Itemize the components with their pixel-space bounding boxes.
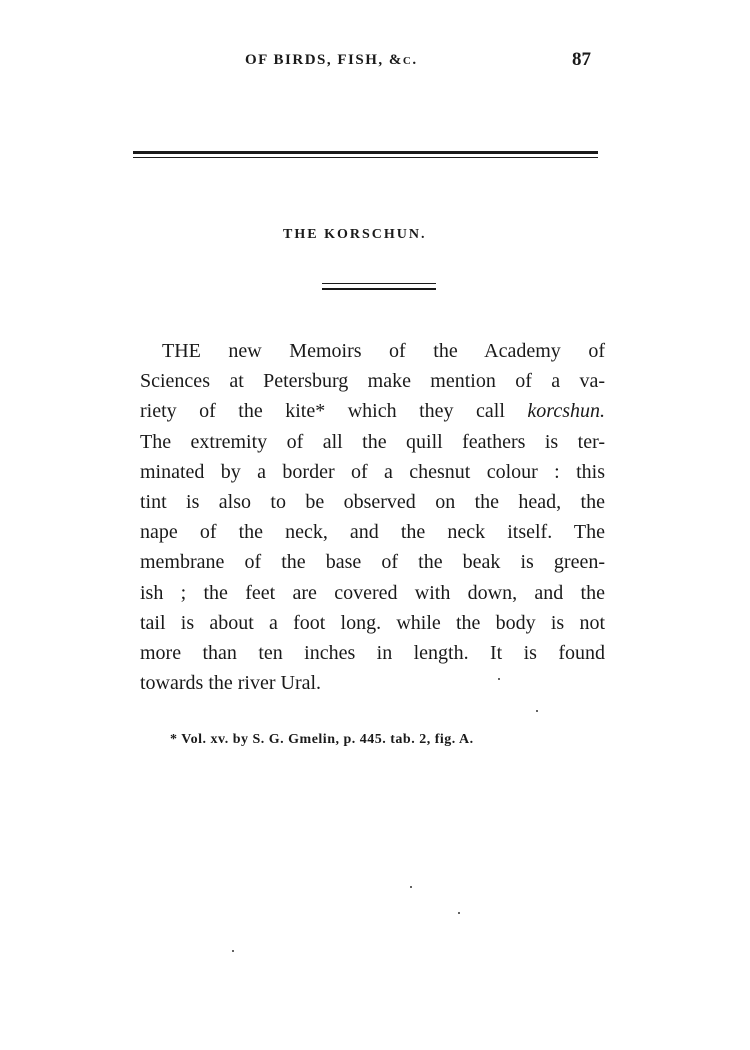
print-speck bbox=[498, 678, 500, 680]
page-number: 87 bbox=[572, 49, 591, 70]
body-line: tail is about a foot long. while the body is not bbox=[140, 611, 605, 634]
body-line: ish ; the feet are covered with down, and the bbox=[140, 581, 605, 604]
body-line: THE new Memoirs of the Academy of bbox=[162, 340, 605, 362]
print-speck bbox=[410, 886, 412, 888]
print-speck bbox=[232, 950, 234, 952]
section-title: THE KORSCHUN. bbox=[283, 227, 427, 242]
body-line: membrane of the base of the beak is green- bbox=[140, 551, 605, 574]
body-line: towards the river Ural. bbox=[140, 672, 322, 695]
body-line: minated by a border of a chesnut colour : this bbox=[140, 460, 605, 483]
header-rule-thin bbox=[133, 157, 598, 158]
body-line: nape of the neck, and the neck itself. The bbox=[140, 521, 605, 544]
title-rule-bottom bbox=[322, 288, 436, 290]
body-paragraph bbox=[140, 336, 605, 698]
body-line: more than ten inches in length. It is found bbox=[140, 641, 605, 664]
footnote: * Vol. xv. by S. G. Gmelin, p. 445. tab. 2, fig. A. bbox=[170, 732, 474, 747]
header-rule bbox=[133, 151, 598, 154]
print-speck bbox=[458, 912, 460, 914]
title-rule-top bbox=[322, 283, 436, 284]
body-line: tint is also to be observed on the head, the bbox=[140, 490, 605, 513]
body-line-text: riety of the kite* which they call bbox=[140, 400, 505, 423]
body-line-with-italic bbox=[140, 396, 605, 426]
print-speck bbox=[536, 710, 538, 712]
body-line: The extremity of all the quill feathers is ter- bbox=[140, 430, 605, 453]
running-head: OF BIRDS, FISH, &c. bbox=[245, 52, 418, 68]
italic-term: korcshun. bbox=[527, 400, 605, 423]
body-line: Sciences at Petersburg make mention of a va- bbox=[140, 370, 605, 393]
